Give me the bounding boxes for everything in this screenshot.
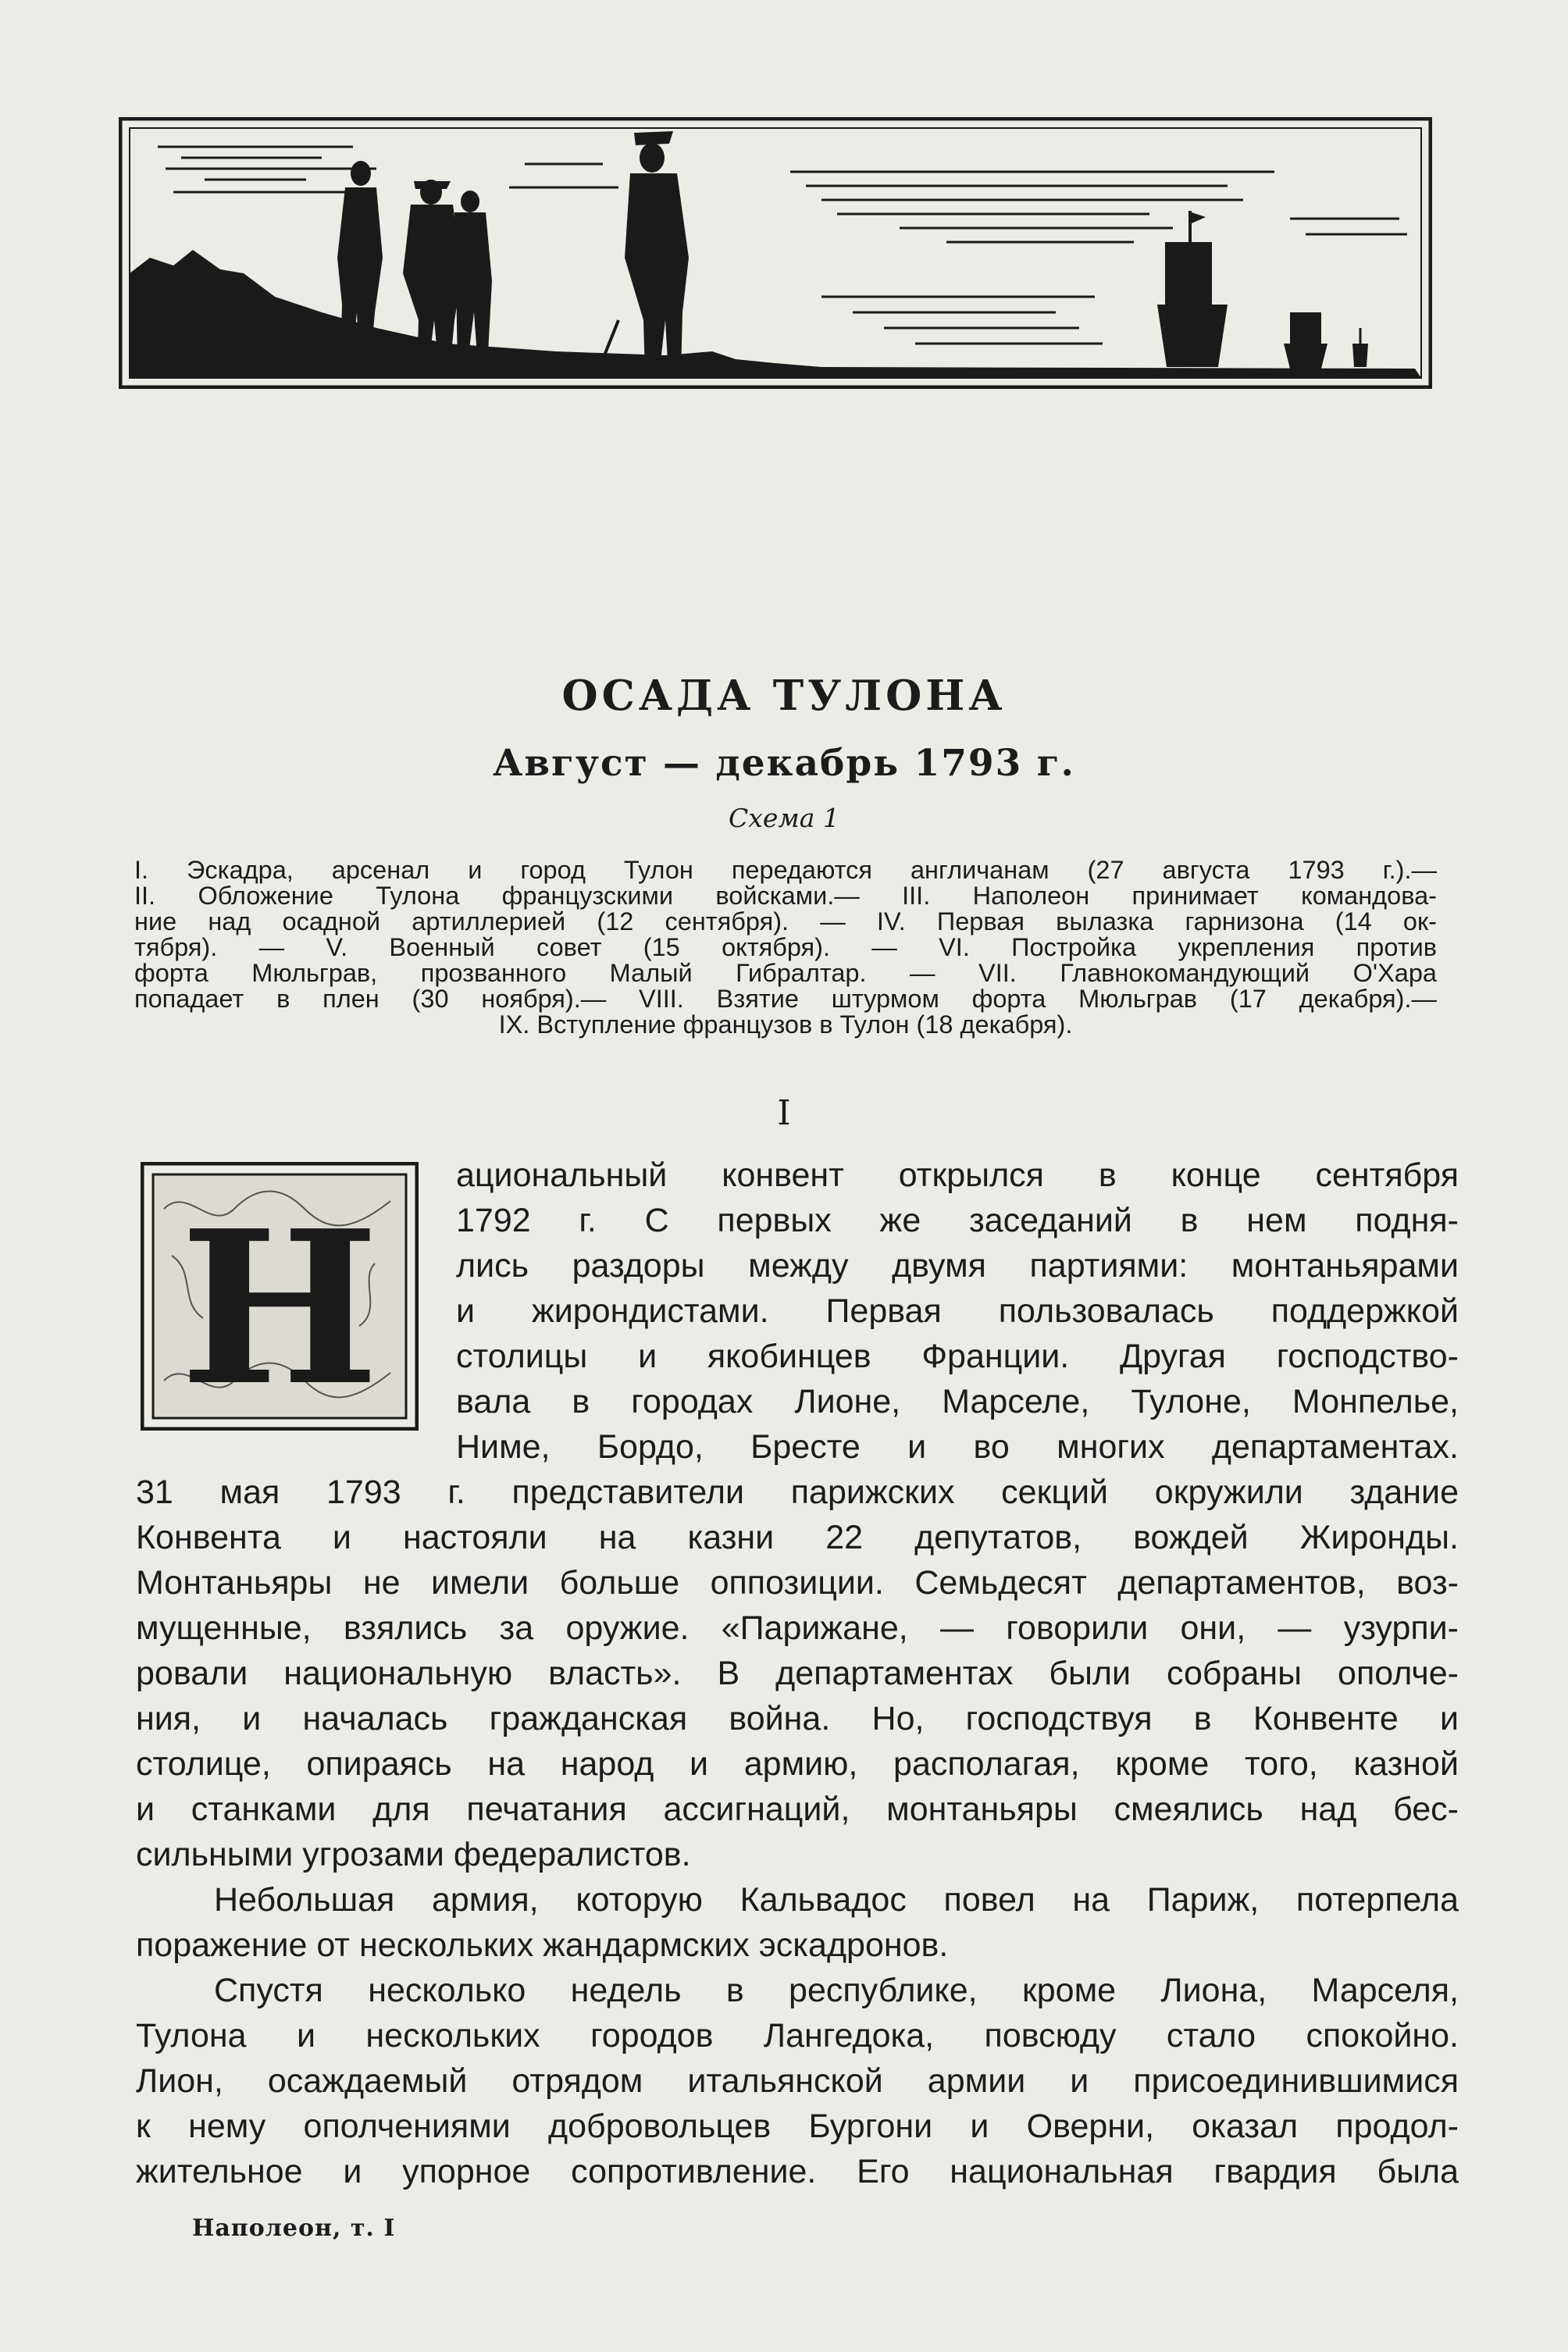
paragraph-line: 31 мая 1793 г. представители парижских секций окружили здание xyxy=(136,1474,1459,1511)
summary-line: I. Эскадра, арсенал и город Тулон передаются англичанам (27 августа 1793 г.).— xyxy=(134,856,1437,884)
header-illustration xyxy=(119,117,1432,389)
schema-label: Схема 1 xyxy=(729,803,839,833)
paragraph-line: Ниме, Бордо, Бресте и во многих департаментах. xyxy=(456,1428,1459,1466)
body-text xyxy=(136,1153,1459,2194)
summary-line: II. Обложение Тулона французскими войсками.— III. Наполеон принимает командова- xyxy=(134,882,1437,910)
paragraph-line: и жирондистами. Первая пользовалась поддержкой xyxy=(456,1292,1459,1330)
paragraph-line: Конвента и настояли на казни 22 депутатов, вождей Жиронды. xyxy=(136,1519,1459,1556)
dropcap-letter: Н xyxy=(180,1184,380,1431)
paragraph-line: столицы и якобинцев Франции. Другая господство- xyxy=(456,1338,1459,1375)
page-footer: Наполеон, т. I xyxy=(192,2215,396,2242)
summary-line: тября). — V. Военный совет (15 октября). — VI. Постройка укрепления против xyxy=(134,933,1437,961)
summary-line: попадает в плен (30 ноября).— VIII. Взятие штурмом форта Мюльграв (17 декабря).— xyxy=(134,985,1437,1013)
paragraph-line: Лион, осаждаемый отрядом итальянской армии и присоединившимися xyxy=(136,2062,1459,2100)
chapter-title: ОСАДА ТУЛОНА xyxy=(561,672,1007,720)
paragraph-line: и станками для печатания ассигнаций, монтаньяры смеялись над бес- xyxy=(136,1791,1459,1828)
paragraph-line: ациональный конвент открылся в конце сентября xyxy=(456,1156,1459,1194)
paragraph-line: поражение от нескольких жандармских эскадронов. xyxy=(136,1926,949,1964)
paragraph-line: жительное и упорное сопротивление. Его национальная гвардия была xyxy=(136,2153,1459,2190)
paragraph-line: Тулона и нескольких городов Лангедока, повсюду стало спокойно. xyxy=(136,2017,1459,2054)
section-number: I xyxy=(777,1093,791,1133)
paragraph-line: Монтаньяры не имели больше оппозиции. Семьдесят департаментов, воз- xyxy=(136,1564,1459,1602)
summary-line: форта Мюльграв, прозванного Малый Гибралтар. — VII. Главнокомандующий О'Хара xyxy=(134,959,1437,987)
chapter-subtitle: Август — декабрь 1793 г. xyxy=(493,742,1075,785)
paragraph-line: к нему ополчениями добровольцев Бургони и Оверни, оказал продол- xyxy=(136,2108,1459,2145)
paragraph-line: лись раздоры между двумя партиями: монтаньярами xyxy=(456,1247,1459,1285)
paragraph-line: столице, опираясь на народ и армию, располагая, кроме того, казной xyxy=(136,1745,1459,1783)
paragraph-line: Небольшая армия, которую Кальвадос повел на Париж, потерпела xyxy=(214,1881,1459,1919)
summary-line: ние над осадной артиллерией (12 сентября). — IV. Первая вылазка гарнизона (14 ок- xyxy=(134,907,1437,935)
paragraph-line: Спустя несколько недель в республике, кроме Лиона, Марселя, xyxy=(214,1972,1459,2009)
paragraph-line: ровали национальную власть». В департаментах были собраны ополче- xyxy=(136,1655,1459,1692)
chapter-summary xyxy=(134,857,1437,1038)
paragraph-line: ния, и началась гражданская война. Но, господствуя в Конвенте и xyxy=(136,1700,1459,1737)
paragraph-line: вала в городах Лионе, Марселе, Тулоне, Монпелье, xyxy=(456,1383,1459,1420)
paragraph-line: мущенные, взялись за оружие. «Парижане, — говорили они, — узурпи- xyxy=(136,1609,1459,1647)
summary-line: IX. Вступление французов в Тулон (18 декабря). xyxy=(498,1010,1073,1039)
paragraph-line: сильными угрозами федералистов. xyxy=(136,1836,691,1873)
paragraph-line: 1792 г. С первых же заседаний в нем подня- xyxy=(456,1202,1459,1239)
